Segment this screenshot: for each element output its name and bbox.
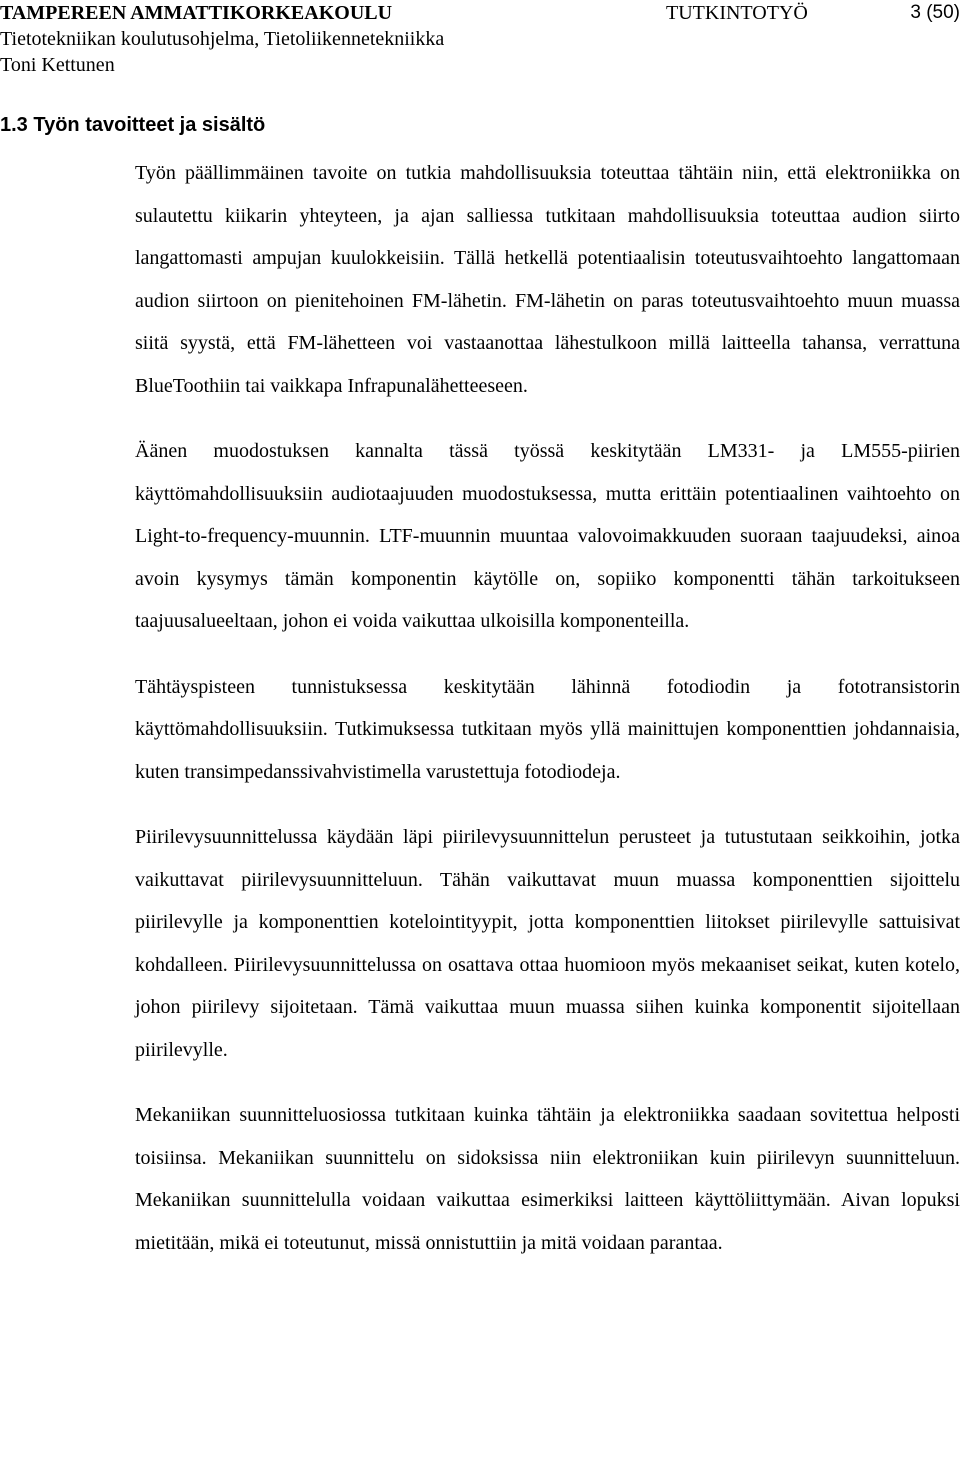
author-name: Toni Kettunen — [0, 54, 115, 76]
school-name: TAMPEREEN AMMATTIKORKEAKOULU — [0, 2, 393, 24]
header-top-row — [0, 0, 960, 26]
paragraph-mechanics-design: Mekaniikan suunnitteluosiossa tutkitaan kuinka tähtäin ja elektroniikka saadaan sovitettua helposti toisiinsa. Mekaniikan suunnittelu on sidoksissa niin elektroniikan kuin piirilevyn suunnitteluun. Mekaniikan suunnittelulla voidaan vaikuttaa esimerkiksi laitteen käyttöliittymään. Aivan lopuksi mietitään, mikä ei toteutunut, missä onnistuttiin ja mitä voidaan parantaa. — [135, 1104, 960, 1254]
page-number: 3 (50) — [910, 2, 960, 23]
section-heading: 1.3 Työn tavoitteet ja sisältö — [0, 114, 266, 136]
page-header — [0, 0, 960, 78]
paragraph-pcb-design: Piirilevysuunnittelussa käydään läpi piirilevysuunnittelun perusteet ja tutustutaan seikkoihin, jotka vaikuttavat piirilevysuunnitteluun. Tähän vaikuttavat muun muassa komponenttien sijoittelu piirilevylle ja komponenttien kotelointityypit, jotta komponenttien liitokset piirilevylle sattuisivat kohdalleen. Piirilevysuunnittelussa on osattava ottaa huomioon myös mekaaniset seikat, kuten kotelo, johon piirilevy sijoitetaan. Tämä vaikuttaa muun muassa siihen kuinka komponentit sijoitellaan piirilevylle. — [135, 826, 960, 1061]
paragraph-goals: Työn päällimmäinen tavoite on tutkia mahdollisuuksia toteuttaa tähtäin niin, että elektroniikka on sulautettu kiikarin yhteyteen, ja ajan salliessa tutkitaan mahdollisuuksia toteuttaa audion siirto langattomasti ampujan kuulokkeisiin. Tällä hetkellä potentiaalisin toteutusvaihtoehto langattomaan audion siirtoon on pienitehoinen FM-lähetin. FM-lähetin on paras toteutusvaihtoehto muun muassa siitä syystä, että FM-lähetteen voi vastaanottaa lähestulkoon millä laitteella tahansa, verrattuna BlueToothiin tai vaikkapa Infrapunalähetteeseen. — [135, 162, 960, 397]
document-type: TUTKINTOTYÖ — [666, 2, 808, 24]
paragraph-audio-generation: Äänen muodostuksen kannalta tässä työssä keskitytään LM331- ja LM555-piirien käyttömahdollisuuksiin audiotaajuuden muodostuksessa, mutta erittäin potentiaalinen vaihtoehto on Light-to-frequency-muunnin. LTF-muunnin muuntaa valovoimakkuuden suoraan taajuudeksi, ainoa avoin kysymys tämän komponentin käytölle on, sopiiko komponentti tähän tarkoitukseen taajuusalueeltaan, johon ei voida vaikuttaa ulkoisilla komponenteilla. — [135, 440, 960, 632]
degree-program: Tietotekniikan koulutusohjelma, Tietoliikennetekniikka — [0, 28, 445, 50]
paragraph-aim-point-detection: Tähtäyspisteen tunnistuksessa keskitytään lähinnä fotodiodin ja fototransistorin käyttömahdollisuuksiin. Tutkimuksessa tutkitaan myös yllä mainittujen komponenttien johdannaisia, kuten transimpedanssivahvistimella varustettuja fotodiodeja. — [135, 675, 960, 783]
body-text — [135, 152, 960, 1264]
